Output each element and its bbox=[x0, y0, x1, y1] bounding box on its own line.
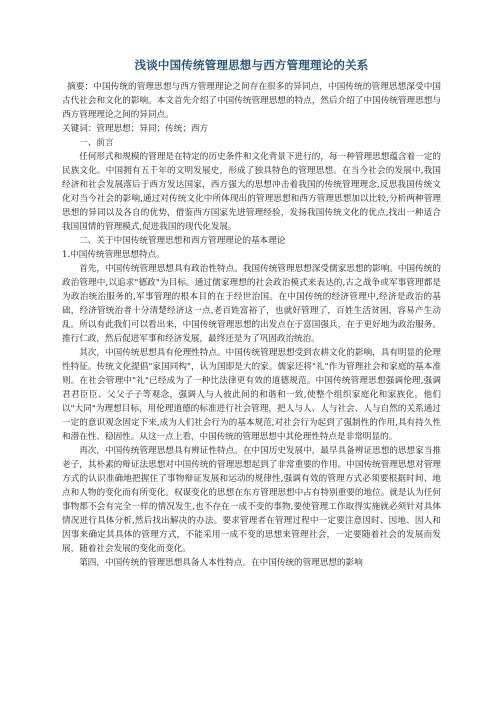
paragraph-dialectical: 再次，中国传统管理思想具有辨证性特点。在中国历史发展中，最早具备辨证思想的思想家当推老子，其朴素的辩证法思想对中国传统的管理思想起到了非常重要的作用。中国传统管理思想对管理方式的认识准确地把握住了事物辩证发展和运动的规律性,强调有效的管理方式必须要根据时间、地点和人物的变化而有所变化。权谋变化的思想在东方管理思想中占有特别重要的地位。就是认为任何事物都不会有完全一样的情况发生,也不存在一成不变的事物,要使管理工作取得实施就必须针对具体情况进行具体分析,然后找出解决的办法。要求管理者在管理过程中一定要注意因时、因地、因人和因事来确定其具体的管理方式，不能采用一成不变的思想来管理社会，一定要随着社会的发展而发展，随着社会发展的变化而变化。 bbox=[62, 446, 441, 554]
heading-preface: 一、前言 bbox=[79, 138, 114, 148]
subheading-traits: 1.中国传统管理思想特点。 bbox=[62, 250, 165, 260]
heading-basic-theory: 二、关于中国传统管理思想和西方管理理论的基本理论 bbox=[79, 236, 286, 246]
intro-paragraph: 任何形式和规模的管理是在特定的历史条件和文化背景下进行的，每一种管理思想蕴含着一定的民族文化。中国拥有五千年的文明发展史，形成了独具特色的管理思想。在当今社会的发展中,我国经济和社会发展落后于西方发达国家，西方强大的思想冲击着我国的传统管理理念,反思我国传统文化对当今社会的影响,通过对传统文化中所体现出的管理思想和西方管理思想加以比较,分析两种管理思想的异同以及各自的优势，借鉴西方国家先进管理经验，发扬我国传统文化的优点,找出一种适合我国国情的管理模式,促进我国的现代化发展。 bbox=[62, 152, 441, 232]
paragraph-political: 首先，中国传统管理思想具有政治性特点。我国传统管理思想深受儒家思想的影响。中国传统的政治管理中,以追求"德政"为目标。通过儒家理想的社会政治模式来表达的,古之战争或军事管理都是为政治统治服务的,军事管理的根本目的在于经世治国。在中国传统的经济管理中,经济是政治的基础，经济管统治者十分清楚经济这一点,老百姓富裕了，也就好管理了，百姓生活贫困，容易产生动乱。所以有此我们可以看出来，中国传统管理思想的出发点在于富国强兵，在于更好地为政治服务。推行仁政，然后促进军事和经济发展，最终还是为了巩固政治统治。 bbox=[62, 264, 441, 344]
document-title: 浅谈中国传统管理思想与西方管理理论的关系 bbox=[134, 58, 369, 72]
paragraph-ethical: 其次，中国传统思想具有伦理性特点。中国传统管理思想受到农耕文化的影响，具有明显的伦理性特征。传统文化提倡"家国同构"，认为国即是大的家。儒家还将"礼"作为管理社会和家庭的基本准则。在社会管理中"礼"已经成为了一种比法律更有效的道德规范。中国传统管理思想强调伦理,强调君君臣臣、父父子子等观念，强调人与人彼此间的和谐和一致,使整个组织家庭化和家族化。他们以"大同"为理想目标，用伦理道德的标准进行社会管理，把人与人、人与社会、人与自然的关系通过一定的意识观念固定下来,成为人们社会行为的基本规范,对社会行为起到了强制性的作用,具有持久性和潜在性、稳固性。从这一点上看，中国传统的管理思想中其伦理性特点是非常明显的。 bbox=[62, 348, 441, 442]
keywords: 关键词：管理思想；异同；传统；西方 bbox=[62, 124, 209, 134]
abstract: 摘要：中国传统的管理思想与西方管理理论之间存在很多的异同点，中国传统的管理思想深受中国古代社会和文化的影响。本文首先介绍了中国传统管理思想的特点，然后介绍了中国传统管理思想与西方管理理论之间的异同点。 bbox=[62, 82, 441, 120]
paragraph-humanistic: 第四，中国传统的管理思想具备人本性特点。在中国传统的管理思想的影响 bbox=[79, 558, 363, 568]
